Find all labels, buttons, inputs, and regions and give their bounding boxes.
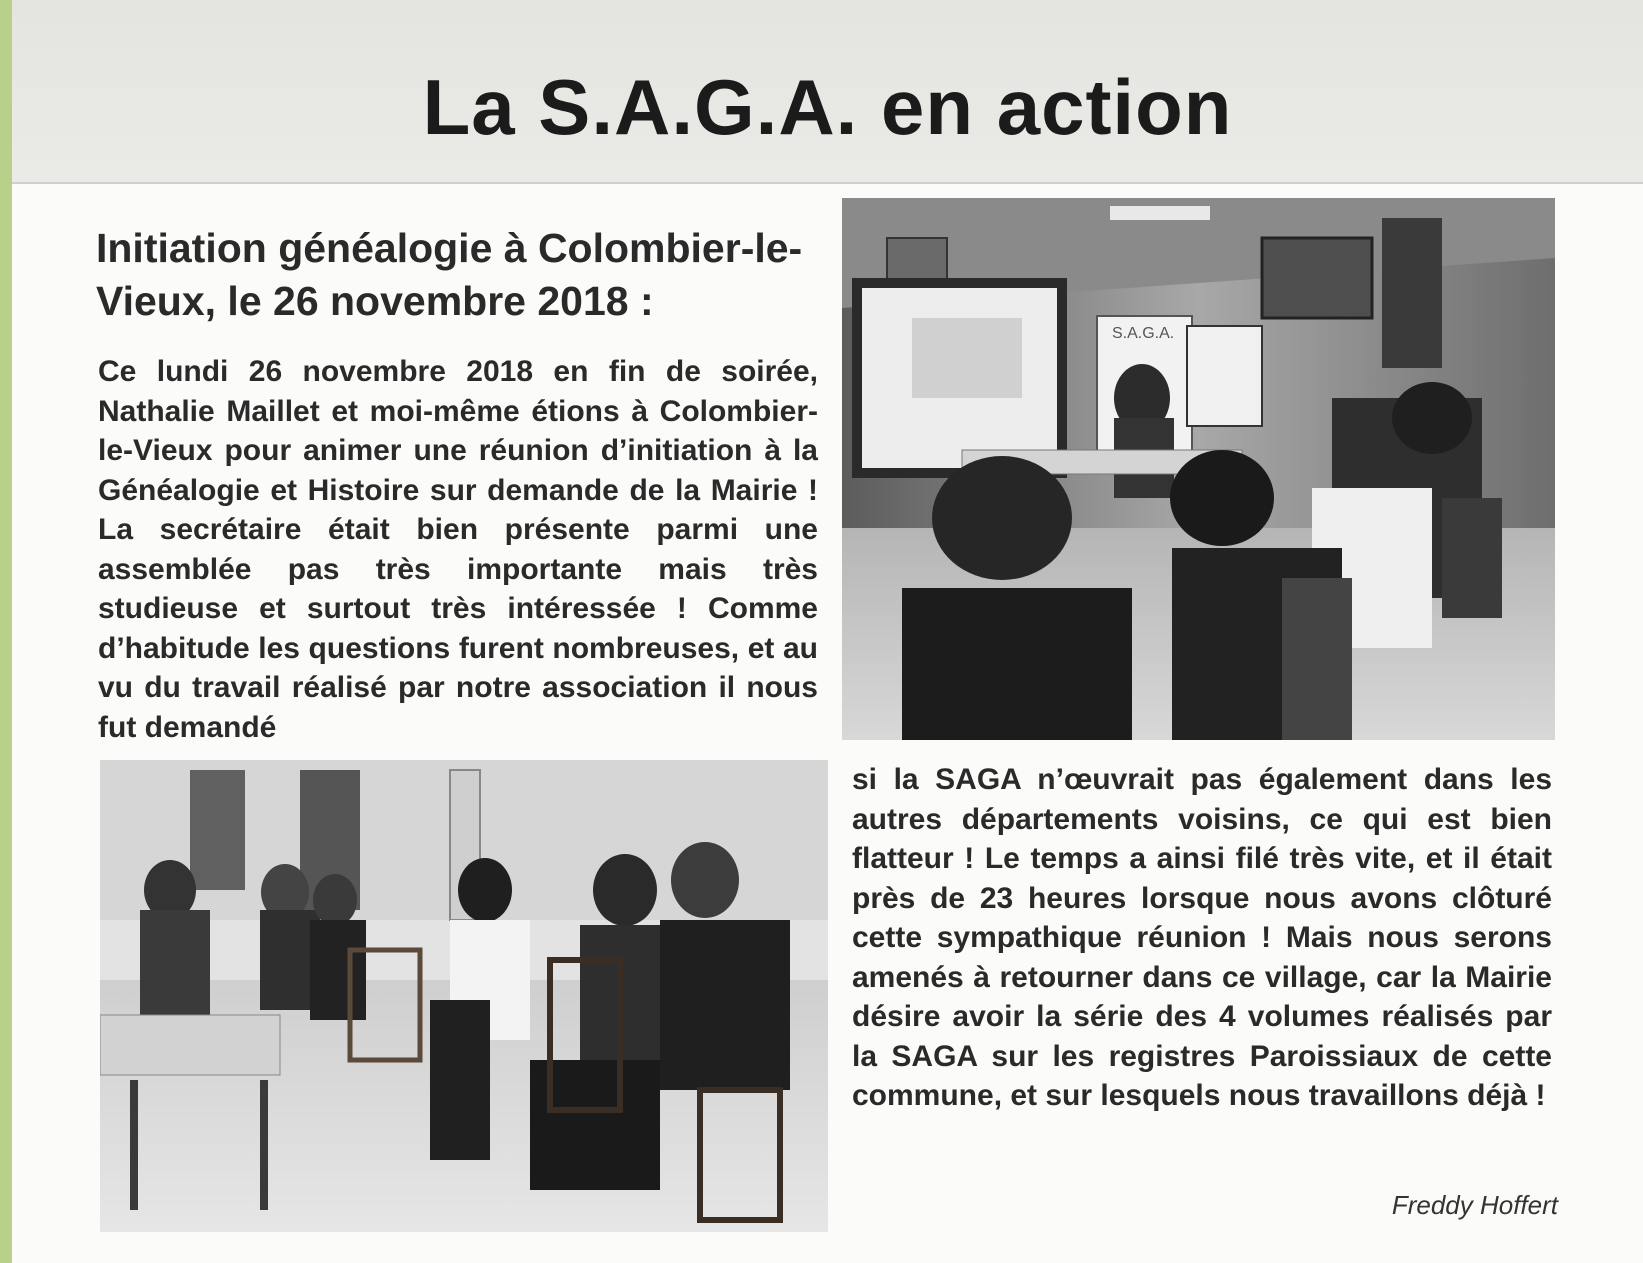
- page-title: La S.A.G.A. en action: [422, 63, 1233, 151]
- header-band: [12, 0, 1643, 184]
- author-signature: Freddy Hoffert: [1391, 1190, 1558, 1220]
- photo-presentation-room: [842, 198, 1555, 740]
- article-text-left: Ce lundi 26 novembre 2018 en fin de soirée, Nathalie Maillet et moi-même étions à Colombier-le-Vieux pour animer une réunion d’initiation à la Généalogie et Histoire sur demande de la Mairie ! La secrétaire était bien présente parmi une assemblée pas très importante mais très studieuse et surtout très intéressée ! Comme d’habitude les questions furent nombreuses, et au vu du travail réalisé par notre association il nous fut demandé: [98, 355, 818, 744]
- article-heading: Initiation généalogie à Colombier-le-Vieux, le 26 novembre 2018 :: [96, 225, 803, 325]
- article-text-right: si la SAGA n’œuvrait pas également dans les autres départements voisins, ce qui est bien flatteur ! Le temps a ainsi filé très vite, et il était près de 23 heures lorsque nous avons clôturé cette sympathique réunion ! Mais nous serons amenés à retourner dans ce village, car la Mairie désire avoir la série des 4 volumes réalisés par la SAGA sur les registres Paroissiaux de cette commune, et sur lesquels nous travaillons déjà !: [852, 763, 1552, 1112]
- photo-audience: [100, 760, 828, 1232]
- magazine-page: [12, 0, 1643, 1263]
- saga-banner-text: S.A.G.A.: [1112, 325, 1175, 342]
- page-edge: [0, 0, 12, 1263]
